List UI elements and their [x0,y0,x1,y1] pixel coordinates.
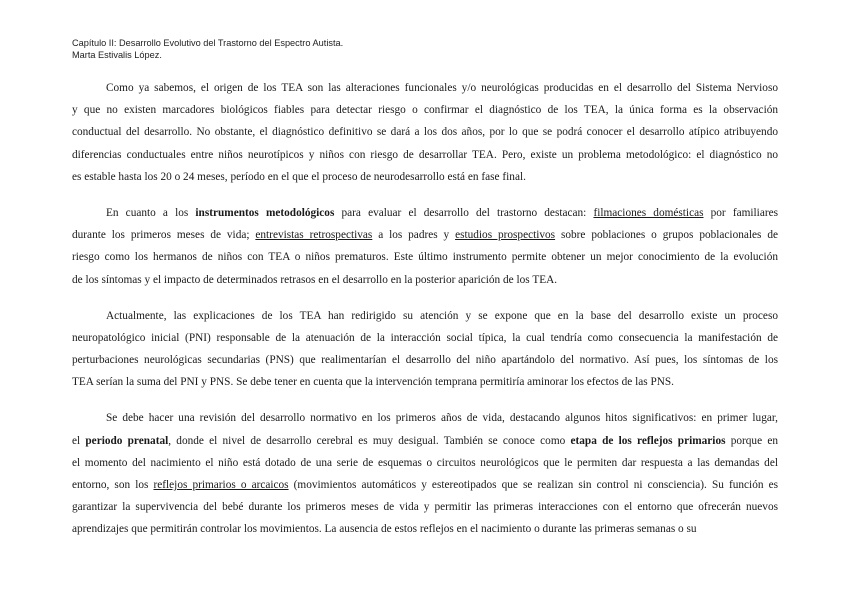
text-run: neuropatológico inicial (PNI) responsable de la atenuación de la interacción social típica, la cual tendría como consecuencia la manifestación de [72,331,778,344]
text-run: el momento del nacimiento el niño está dotado de una serie de esquemas o circuitos neurológicos que le permiten dar respuesta a las demandas del [72,456,778,469]
text-run: TEA serían la suma del PNI y PNS. Se debe tener en cuenta que la intervención temprana permitiría aminorar los efectos de las PNS. [72,376,675,389]
paragraph [72,305,778,394]
text-run: para evaluar el desarrollo del trastorno destacan: [334,206,594,219]
text-line [72,144,778,166]
text-run: Se debe hacer una revisión del desarrollo normativo en los primeros años de vida, destacando algunos hitos significativos: en primer lugar, [106,412,778,425]
text-line [72,474,778,496]
text-line [72,224,778,246]
bold-term: instrumentos metodológicos [195,206,335,219]
text-line [72,430,778,452]
text-line [72,77,778,99]
text-line [72,496,778,518]
underlined-term: filmaciones domésticas [593,206,704,219]
text-line [72,202,778,224]
underlined-term: estudios prospectivos [455,229,556,242]
author-name: Marta Estivalis López. [72,50,162,60]
paragraph [72,202,778,291]
paragraph [72,77,778,188]
text-line [72,99,778,121]
body-text [72,77,778,555]
text-line [72,327,778,349]
text-run: garantizar la supervivencia del bebé durante los primeros meses de vida y permitir las primeras interacciones con el entorno que ofrecerán nuevos [72,501,778,514]
text-run: y que no existen marcadores biológicos fiables para detectar riesgo o confirmar el diagnóstico de los TEA, la única forma es la observación [72,104,778,117]
text-run: sobre poblaciones o grupos poblacionales de [555,229,778,242]
text-run: durante los primeros meses de vida; [72,229,256,242]
text-line [72,305,778,327]
bold-term: periodo prenatal [85,434,169,447]
text-line [72,121,778,143]
text-line [72,349,778,371]
running-header [72,37,343,61]
text-run: perturbaciones neurológicas secundarias (PNS) que realimentarían el desarrollo del niño apartándolo del normativo. Así pues, los síntomas de los [72,354,778,367]
text-run: el [72,434,86,447]
text-line [72,371,778,393]
text-run: diferencias conductuales entre niños neurotípicos y niños con riesgo de desarrollar TEA. Pero, existe un problema metodológico: el diagnóstico no [72,148,778,161]
text-run: aprendizajes que permitirán controlar los movimientos. La ausencia de estos reflejos en el nacimiento o durante las primeras semanas o su [72,523,697,536]
text-run: En cuanto a los [106,206,196,219]
text-line [72,407,778,429]
bold-term: etapa de los reflejos primarios [570,434,726,447]
text-line [72,246,778,268]
text-run: de los síntomas y el impacto de determinados retrasos en el desarrollo en la posterior aparición de los TEA. [72,273,558,286]
text-line [72,452,778,474]
paragraph [72,407,778,540]
text-run: riesgo como los hermanos de niños con TEA o niños prematuros. Este último instrumento permite obtener un mejor conocimiento de la evolución [72,251,778,264]
text-line [72,518,778,540]
chapter-title: Capítulo II: Desarrollo Evolutivo del Trastorno del Espectro Autista. [72,38,344,48]
text-run: entorno, son los [72,479,154,491]
underlined-term: entrevistas retrospectivas [255,229,373,242]
text-run: por familiares [703,206,778,219]
text-run: , donde el nivel de desarrollo cerebral es muy desigual. También se conoce como [168,434,571,447]
text-line [72,269,778,291]
text-run: Como ya sabemos, el origen de los TEA son las alteraciones funcionales y/o neurológicas producidas en el desarrollo del Sistema Nervioso [106,82,778,94]
text-run: a los padres y [372,229,456,242]
text-run: es estable hasta los 20 o 24 meses, período en el que el proceso de neurodesarrollo está en fase final. [72,170,526,183]
text-line [72,166,778,188]
underlined-term: reflejos primarios o arcaicos [153,479,289,491]
text-run: porque en [725,434,778,447]
text-run: conductual del desarrollo. No obstante, el diagnóstico definitivo se dará a los dos años, por lo que se podrá conocer el desarrollo atípico atribuyendo [72,126,778,139]
text-run: (movimientos automáticos y estereotipados que se realizan sin control ni consciencia). Su función es [288,479,778,491]
text-run: Actualmente, las explicaciones de los TEA han redirigido su atención y se expone que en la base del desarrollo existe un proceso [106,309,778,322]
